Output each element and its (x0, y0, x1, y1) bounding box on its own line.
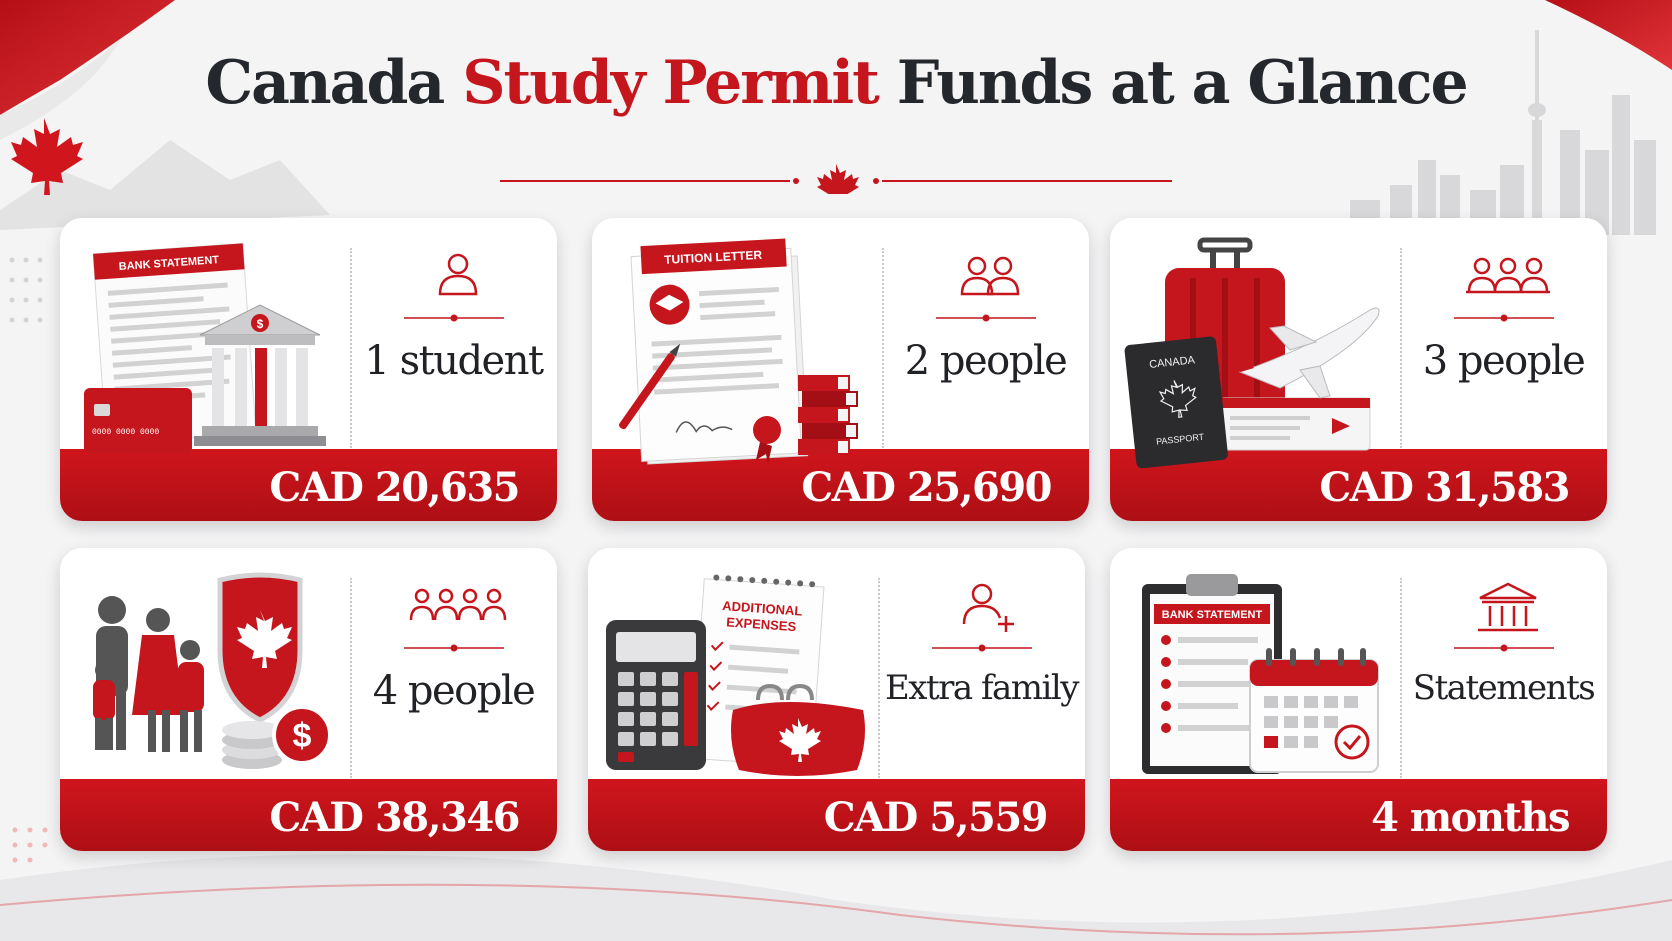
title-divider (500, 164, 1172, 194)
bank-icon (1452, 576, 1564, 640)
calculator-icon (606, 620, 706, 770)
card-4-people (60, 548, 557, 851)
card-label: 2 people (904, 338, 1067, 384)
card-extra-family (588, 548, 1085, 851)
tuition-letter-doc-label: TUITION LETTER (663, 247, 763, 267)
single-person-icon (402, 246, 514, 310)
svg-text:EXPENSES: EXPENSES (725, 614, 797, 635)
card-amount: CAD 38,346 (269, 794, 519, 841)
card-amount: CAD 5,559 (823, 794, 1047, 841)
title-part-3: Funds at a Glance (896, 48, 1467, 118)
card-amount: 4 months (1371, 794, 1569, 841)
card-amount: CAD 20,635 (269, 464, 519, 511)
card-label: 4 people (372, 668, 535, 714)
calendar-check-icon (1250, 648, 1378, 772)
books-icon (798, 375, 858, 455)
three-people-icon (1452, 246, 1564, 310)
four-people-icon (402, 576, 514, 640)
svg-text:$: $ (292, 717, 312, 755)
card-label: Statements (1412, 668, 1595, 708)
label-rule (404, 313, 504, 323)
card-label: 1 student (364, 338, 543, 384)
card-2-people (592, 218, 1089, 521)
two-people-icon (934, 246, 1046, 310)
svg-text:0000 0000 0000: 0000 0000 0000 (92, 428, 160, 437)
add-person-icon (930, 576, 1042, 640)
svg-text:ADDITIONAL: ADDITIONAL (721, 598, 803, 619)
card-label: 3 people (1422, 338, 1585, 384)
card-label: Extra family (884, 668, 1079, 708)
boarding-pass-icon (1220, 398, 1370, 450)
title-accent: Study Permit (462, 48, 878, 118)
label-rule (1454, 313, 1554, 323)
maple-leaf-icon (817, 164, 859, 194)
card-statements (1110, 548, 1607, 851)
svg-text:CANADA: CANADA (1148, 354, 1196, 371)
card-3-people (1110, 218, 1607, 521)
bank-statement-doc-label: BANK STATEMENT (118, 254, 220, 274)
label-rule (1454, 643, 1554, 653)
shield-maple-icon (220, 575, 300, 720)
page-title (0, 48, 1672, 118)
card-amount: CAD 25,690 (801, 464, 1051, 511)
svg-text:$: $ (256, 317, 264, 331)
svg-text:BANK STATEMENT: BANK STATEMENT (1161, 609, 1263, 621)
card-amount: CAD 31,583 (1319, 464, 1569, 511)
coins-icon (222, 707, 330, 769)
title-part-1: Canada (205, 48, 444, 118)
label-rule (936, 313, 1036, 323)
passport-icon (1124, 336, 1228, 469)
credit-card-icon (84, 388, 192, 454)
label-rule (932, 643, 1032, 653)
card-1-student (60, 218, 557, 521)
family-icon (93, 596, 204, 752)
svg-text:PASSPORT: PASSPORT (1155, 431, 1205, 447)
seal-ribbon-icon (753, 416, 781, 444)
label-rule (404, 643, 504, 653)
